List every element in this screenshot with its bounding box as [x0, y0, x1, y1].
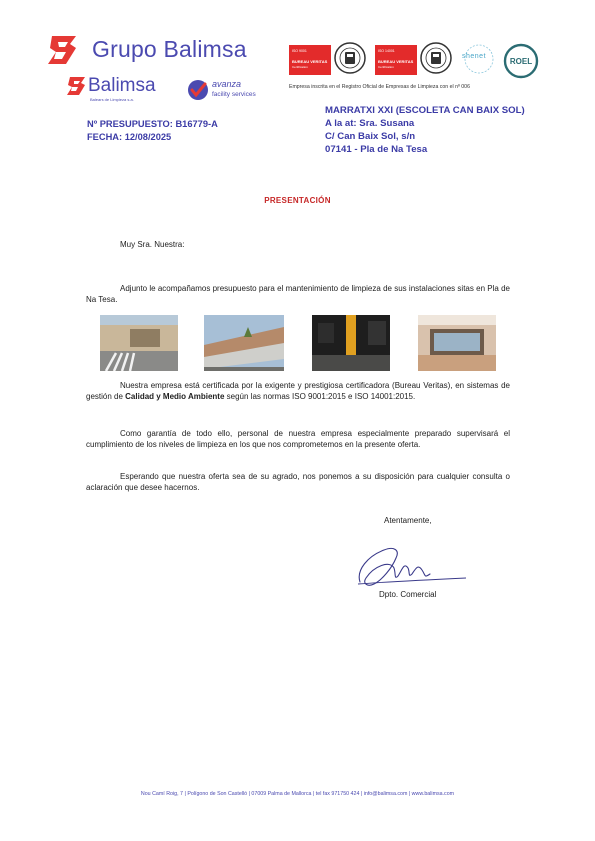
iso-9001-badge	[289, 45, 369, 75]
closing-salutation: Atentamente,	[384, 516, 432, 525]
roel-logo-icon	[503, 43, 539, 79]
partner-subtitle: facility services	[212, 91, 256, 98]
cert-label: Certification	[292, 65, 308, 69]
shenet-label: shenet	[462, 53, 487, 60]
greeting-text: Muy Sra. Nuestra:	[120, 240, 185, 249]
facility-photo-exterior	[100, 315, 178, 371]
paragraph-4-text: Esperando que nuestra oferta sea de su agrado, nos ponemos a su disposición para cualquier consulta o aclaración que desee hacernos.	[86, 472, 510, 492]
footer-contact: Nou Camí Roig, 7 | Polígono de Son Castelló | 07009 Palma de Mallorca | tel fax 971750 424 | info@balimsa.com | www.balimsa.com	[140, 791, 455, 797]
avanza-logo-icon	[187, 79, 209, 101]
balimsa-logo-icon	[66, 76, 88, 96]
cert-iso: ISO 14001	[378, 49, 395, 53]
paragraph-4	[86, 472, 510, 493]
brand-name: Balimsa	[88, 75, 156, 96]
paragraph-3-text: Como garantía de todo ello, personal de nuestra empresa especialmente preparado supervisará el cumplimiento de los niveles de limpieza en los que nos comprometemos en la presente oferta.	[86, 429, 510, 449]
cert-iso: ISO 9001	[292, 49, 307, 53]
facility-photo-wall	[204, 315, 284, 371]
document-title: PRESENTACIÓN	[264, 196, 331, 205]
department-name: Dpto. Comercial	[379, 590, 437, 599]
paragraph-3	[86, 429, 510, 450]
facility-photo-corridor	[312, 315, 390, 371]
handwritten-signature	[354, 540, 468, 590]
paragraph-2	[86, 381, 510, 402]
quote-number: Nº PRESUPUESTO: B16779-A	[87, 119, 218, 129]
bureau-veritas-seal-icon	[333, 41, 367, 75]
facility-photo-interior	[418, 315, 496, 371]
cert-body: BUREAU VERITAS	[378, 59, 414, 64]
paragraph-2-text-a: Nuestra empresa está certificada por la exigente y prestigiosa certificadora (Bureau Veritas), en sistemas de gestión de	[86, 381, 510, 401]
paragraph-2-text-c: según las normas ISO 9001:2015 e ISO 14001:2015.	[224, 391, 416, 401]
svg-text:ROEL: ROEL	[509, 57, 533, 66]
recipient-attn: A la at: Sra. Susana	[325, 118, 415, 129]
recipient-city: 07141 - Pla de Na Tesa	[325, 144, 428, 155]
cert-label: Certification	[378, 65, 394, 69]
registry-note: Empresa inscrita en el Registro Oficial de Empresas de Limpieza con el nº 006	[289, 84, 470, 90]
quote-date: FECHA: 12/08/2025	[87, 132, 172, 142]
partner-name: avanza	[212, 79, 242, 89]
brand-subtitle: Balears de Limpieza s.a.	[90, 97, 134, 102]
cert-body: BUREAU VERITAS	[292, 59, 328, 64]
greeting	[86, 240, 510, 251]
bureau-veritas-seal-icon	[419, 41, 453, 75]
iso-14001-badge	[375, 45, 455, 75]
paragraph-1-text: Adjunto le acompañamos presupuesto para el mantenimiento de limpieza de sus instalaciones sitas en Pla de Na Tesa.	[86, 284, 510, 304]
paragraph-1	[86, 284, 510, 305]
recipient-street: C/ Can Baix Sol, s/n	[325, 131, 416, 142]
recipient-name: MARRATXI XXI (ESCOLETA CAN BAIX SOL)	[325, 105, 525, 116]
grupo-balimsa-logo-icon	[46, 34, 82, 66]
group-name: Grupo Balimsa	[92, 36, 247, 62]
paragraph-2-highlight: Calidad y Medio Ambiente	[125, 391, 225, 401]
